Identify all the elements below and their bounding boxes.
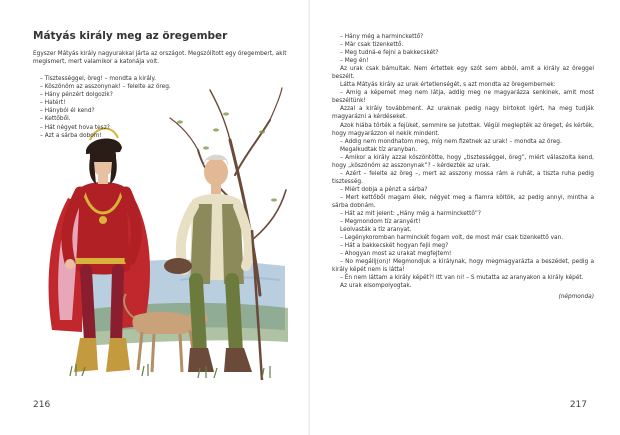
old-man-figure — [164, 155, 262, 380]
dialog-line: – Azt a sárba dobom! — [40, 132, 102, 139]
source-attribution: (népmonda) — [558, 293, 594, 300]
story-paragraph: – Mert kettőből magam élek, négyet meg a fiamra költök, az pedig annyi, mintha a sárba dobnám. — [332, 194, 594, 209]
story-paragraph: Leolvasták a tíz aranyat. — [340, 227, 412, 234]
story-paragraph: – Meg én! — [340, 58, 369, 65]
dialog-line: – Köszönöm az asszonynak! – felelte az öreg. — [40, 84, 171, 91]
dialog-line: – Tisztességgel, öreg! – mondta a király. — [40, 76, 156, 82]
story-paragraph: Megalkudtak tíz aranyban. — [340, 146, 418, 153]
intro-paragraph: Egyszer Mátyás király nagyurakkal járta az országot. Megszólított egy öregembert, akit megismert, mert valamikor a katonája volt. — [33, 51, 287, 66]
dialog-line: – Hát négyet hova tesz? — [40, 124, 110, 131]
story-continuation — [332, 33, 594, 301]
story-title: Mátyás király meg az öregember — [33, 30, 228, 42]
story-paragraph: – Már csak tizenkettő. — [340, 42, 404, 49]
story-paragraph: – Azért – felelte az öreg –, mert az asszony mossa rám a ruhát, a tiszta ruha pedig tisztesség. — [332, 170, 594, 185]
page-number-right: 217 — [569, 400, 587, 410]
story-paragraph: – Legénykoromban harminckét fogam volt, de most már csak tizenkettő van. — [340, 235, 564, 242]
story-paragraph: – Meg tudná-e fejni a bakkecskét? — [340, 50, 439, 57]
story-paragraph: – No megállj(on)! Megmondjuk a királynak, hogy megmagyarázta a beszédet, pedig a király képét nem is látta! — [332, 259, 594, 274]
story-paragraph: – Én nem láttam a király képét?! Itt van ni! – S mutatta az aranyakon a király képét. — [340, 275, 584, 282]
story-paragraph: Látta Mátyás király az urak értetlenségét, s azt mondta az öregembernek: — [340, 82, 556, 89]
story-paragraph: – Amig a képemet meg nem látja, addig meg ne magyarázza senkinek, amit most beszéltünk! — [332, 90, 594, 105]
story-paragraph: – Hát az mit jelent: „Hány még a harminckettő”? — [340, 211, 481, 218]
story-paragraph: Azok hiába törték a fejüket, semmire se jutottak. Végül meglepték az öreget, és kérték, hogy magyarázzon el nekik mindent. — [332, 122, 594, 137]
story-paragraph: Az urak elsompolyogtak. — [340, 283, 412, 290]
dialog-line: – Hány pénzért dolgozik? — [40, 92, 113, 99]
story-paragraph: – Addig nem mondhatom meg, míg nem fizetnek az urak! – mondta az öreg. — [340, 138, 562, 145]
story-paragraph: Azzal a király továbbment. Az uraknak pedig nagy birtokot igért, ha meg tudják magyarázni a kérdéseket. — [332, 106, 594, 121]
story-paragraph: – Miért dobja a pénzt a sárba? — [340, 186, 428, 193]
dialog-list — [40, 75, 180, 140]
tree-leaves — [177, 112, 277, 201]
dialog-line: – Kettőből. — [40, 116, 71, 123]
right-page — [310, 0, 620, 435]
story-paragraph: – Ahogyan most az urakat megfejtem! — [340, 251, 452, 258]
story-paragraph: – Hát a bakkecskét hogyan fejii meg? — [340, 243, 449, 250]
story-paragraph: Az urak csak bámultak. Nem értettek egy szót sem abból, amit a király az öreggel beszélt. — [332, 66, 594, 81]
dialog-line: – Hatért! — [40, 100, 66, 107]
story-paragraph: – Megmondom tíz aranyért! — [340, 219, 421, 226]
dialog-line: – Hányból él kend? — [40, 108, 95, 115]
story-paragraph: – Hány még a harminckettő? — [340, 34, 424, 40]
story-paragraph: – Amikor a király azzal köszöntötte, hogy „tisztességgel, öreg”, miért válaszolta kend, hogy „köszönöm az asszonynak”? – kérdezték az urak. — [332, 154, 594, 169]
page-number-left: 216 — [33, 400, 51, 410]
